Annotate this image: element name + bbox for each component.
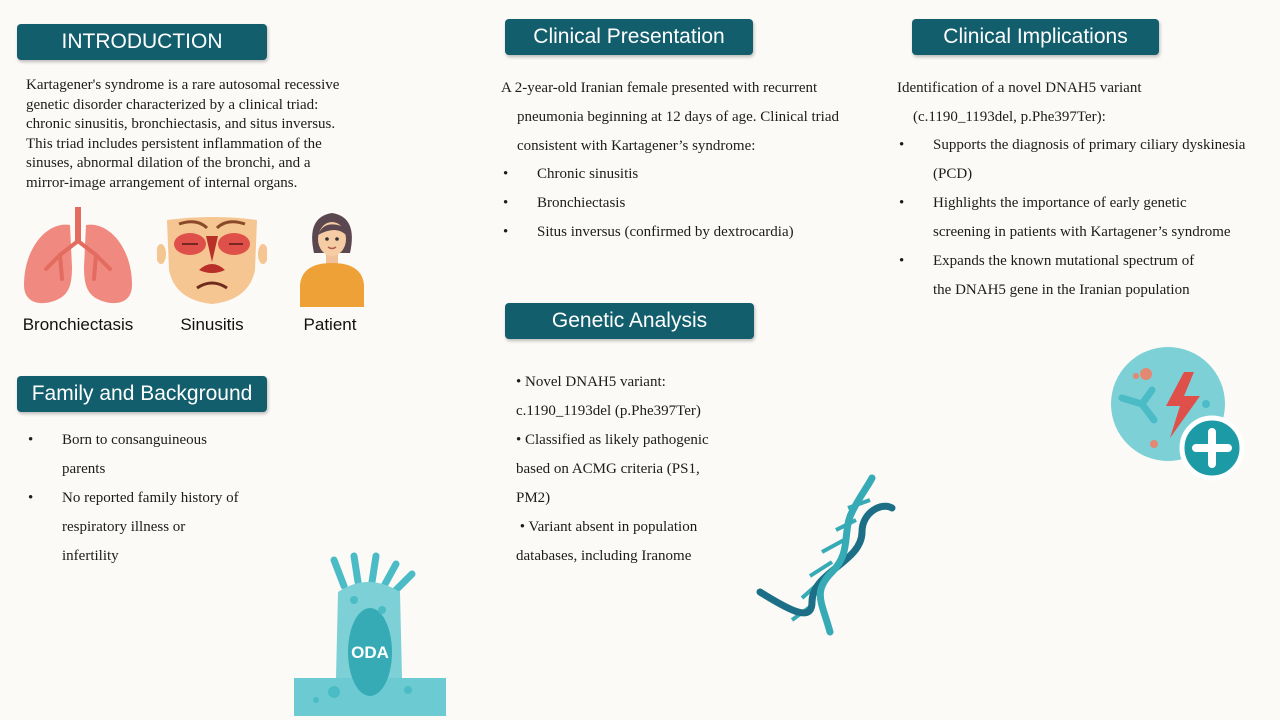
genetic-analysis-list: • Novel DNAH5 variant: c.1190_1193del (p.Phe397Ter) • Classified as likely pathogenic based on ACMG criteria (PS1, PM2) • Variant absent in population databases, including Iranome [516, 374, 709, 564]
clinical-implications-intro: Identification of a novel DNAH5 variant (c.1190_1193del, p.Phe397Ter): [897, 80, 1142, 125]
introduction-body: Kartagener's syndrome is a rare autosomal recessive genetic disorder characterized by a clinical triad: chronic sinusitis, bronchiectasis, and situs inversus. This triad includes persistent inflammation of the sinuses, abnormal dilation of the bronchi, and a mirror-image arrangement of internal organs. [26, 77, 340, 191]
image-label-sinusitis: Sinusitis [180, 315, 244, 334]
lungs-icon [20, 207, 136, 307]
cilia-cell-icon [294, 552, 446, 716]
clinical-presentation-header: Clinical Presentation [505, 19, 753, 55]
clinical-implications-header: Clinical Implications [912, 19, 1159, 55]
sinus-face-icon [157, 214, 267, 306]
list-item: • Chronic sinusitis [503, 160, 883, 189]
oda-label: ODA [351, 643, 389, 662]
list-item: • Situs inversus (confirmed by dextrocardia) [503, 218, 883, 247]
list-item: • Bronchiectasis [503, 189, 883, 218]
introduction-header: INTRODUCTION [17, 24, 267, 60]
list-item: • Highlights the importance of early genetic screening in patients with Kartagener’s syndrome [899, 189, 1277, 247]
family-header: Family and Background [17, 376, 267, 412]
clinical-implications-list [899, 131, 1277, 305]
genetic-analysis-header: Genetic Analysis [505, 303, 754, 339]
list-item: • Born to consanguineous parents [28, 426, 268, 484]
dna-icon [752, 472, 902, 642]
clinical-presentation-intro: A 2-year-old Iranian female presented with recurrent pneumonia beginning at 12 days of age. Clinical triad consistent with Kartagener’s syndrome: [501, 80, 840, 154]
image-label-patient: Patient [303, 315, 357, 334]
clinical-presentation-list [503, 160, 883, 247]
patient-icon [296, 207, 368, 307]
family-list [28, 426, 268, 571]
list-item: • Expands the known mutational spectrum of the DNAH5 gene in the Iranian population [899, 247, 1277, 305]
image-label-bronchiectasis: Bronchiectasis [22, 315, 134, 334]
medical-plus-icon [1108, 346, 1244, 482]
list-item: • Supports the diagnosis of primary ciliary dyskinesia (PCD) [899, 131, 1277, 189]
list-item: • No reported family history of respiratory illness or infertility [28, 484, 268, 571]
